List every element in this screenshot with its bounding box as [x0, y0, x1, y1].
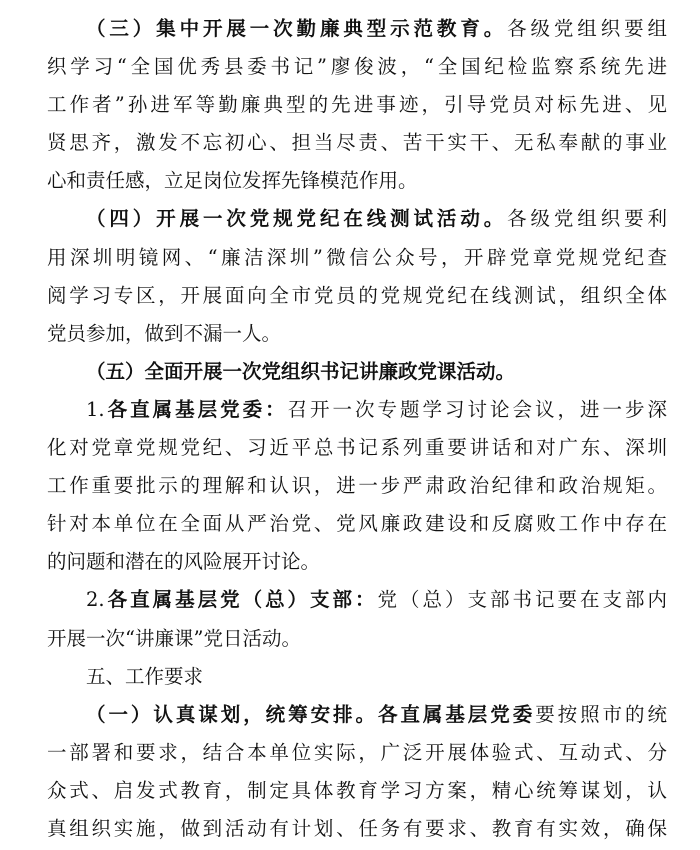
section3-heading: （三）集中开展一次勤廉典型示范教育。 — [86, 17, 508, 40]
section3-line: 贤思齐，激发不忘初心、担当尽责、苦干实干、无私奉献的事业 — [47, 131, 667, 155]
section5-item2-line: 开展一次“讲廉课”党日活动。 — [47, 626, 301, 650]
req1-line: 一部署和要求，结合本单位实际，广泛开展体验式、互动式、分 — [47, 740, 667, 764]
section5-item1-line: 的问题和潜在的风险展开讨论。 — [47, 550, 321, 574]
req1-subject: 各直属基层党委 — [377, 702, 536, 726]
section5-item1-first-line — [47, 391, 667, 429]
req1-line: 众式、启发式教育，制定具体教育学习方案，精心统筹谋划，认 — [47, 778, 667, 802]
section4-first-line — [47, 200, 667, 238]
section3-first-line — [47, 10, 667, 48]
section5-item1-line: 针对本单位在全面从严治党、党风廉政建设和反腐败工作中存在 — [47, 512, 667, 536]
section3-line: 织学习“全国优秀县委书记”廖俊波，“全国纪检监察系统先进 — [47, 55, 667, 79]
req1-text: 要按照市的统 — [535, 702, 667, 726]
section5-item1-line: 化对党章党规党纪、习近平总书记系列重要讲话和对广东、深圳 — [47, 436, 667, 460]
section5-item1-number: 1. — [86, 397, 105, 421]
req1-first-line — [47, 696, 667, 734]
section5-item2-number: 2. — [86, 588, 105, 612]
section5-item1-text: 召开一次专题学习讨论会议，进一步深 — [287, 397, 667, 421]
section3-text: 各级党组织要组 — [507, 17, 667, 40]
section5-item2-label: 各直属基层党（总）支部： — [104, 588, 378, 612]
section5-item2-text: 党（总）支部书记要在支部内 — [377, 588, 667, 612]
section5-item2-first-line — [47, 581, 667, 619]
section4-heading: （四）开展一次党规党纪在线测试活动。 — [86, 207, 508, 231]
req1-heading: （一）认真谋划，统筹安排。 — [86, 702, 378, 726]
document-page — [47, 10, 667, 848]
section5-heading: （五）全面开展一次党组织书记讲廉政党课活动。 — [86, 359, 516, 383]
section4-line: 用深圳明镜网、“廉洁深圳”微信公众号，开辟党章党规党纪查 — [47, 245, 667, 269]
req1-line: 真组织实施，做到活动有计划、任务有要求、教育有实效，确保 — [47, 816, 667, 840]
section3-line: 工作者”孙进军等勤廉典型的先进事迹，引导党员对标先进、见 — [47, 93, 667, 117]
section5-item1-label: 各直属基层党委： — [104, 397, 288, 421]
section3-line: 心和责任感，立足岗位发挥先锋模范作用。 — [47, 169, 418, 193]
section4-text: 各级党组织要利 — [507, 207, 667, 231]
part5-heading: 五、工作要求 — [86, 664, 204, 688]
section4-line: 阅学习专区，开展面向全市党员的党规党纪在线测试，组织全体 — [47, 283, 667, 307]
section4-line: 党员参加，做到不漏一人。 — [47, 321, 282, 345]
section5-item1-line: 工作重要批示的理解和认识，进一步严肃政治纪律和政治规矩。 — [47, 474, 667, 498]
